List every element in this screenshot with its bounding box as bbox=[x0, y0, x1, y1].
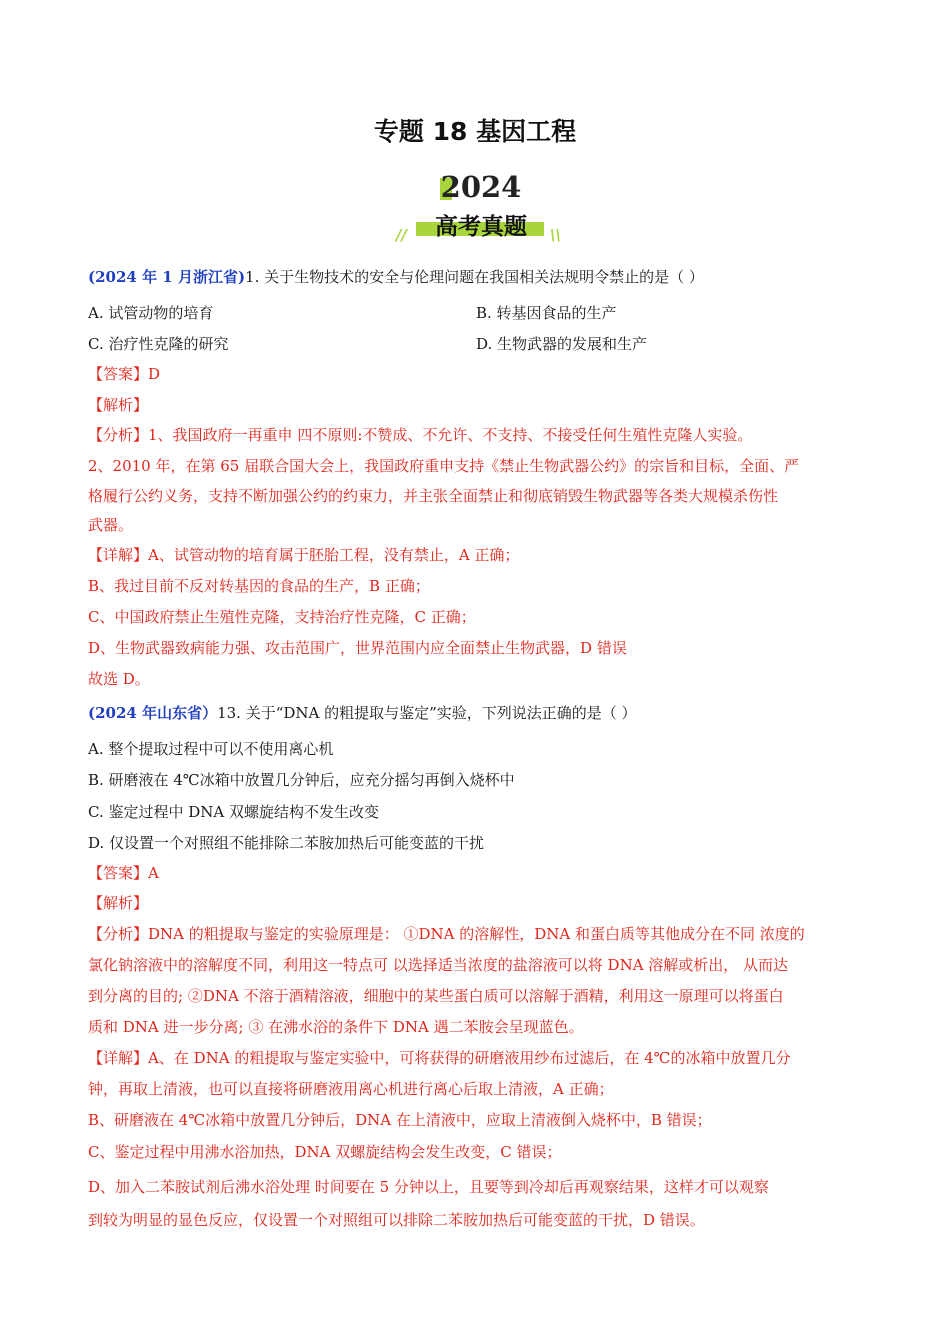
question-2-jiexi: 【解析】 bbox=[88, 894, 149, 912]
question-2-analysis-line-3: 到分离的目的; ②DNA 不溶于酒精溶液，细胞中的某些蛋白质可以溶解于酒精，利用这一原理可以将蛋白 bbox=[88, 987, 784, 1005]
question-1-option-a: A. 试管动物的培育 bbox=[88, 304, 214, 322]
question-1-option-c: C. 治疗性克隆的研究 bbox=[88, 335, 229, 353]
question-2-analysis-line-4: 质和 DNA 进一步分离; ③ 在沸水浴的条件下 DNA 遇二苯胺会呈现蓝色。 bbox=[88, 1018, 584, 1036]
badge-year: 2024 bbox=[440, 170, 522, 204]
question-1-detail-d: D、生物武器致病能力强、攻击范围广，世界范围内应全面禁止生物武器，D 错误 bbox=[88, 639, 627, 657]
question-2-heading bbox=[88, 704, 637, 722]
question-1-heading bbox=[88, 268, 704, 286]
badge-left-decoration: // bbox=[396, 226, 407, 244]
question-1-option-d: D. 生物武器的发展和生产 bbox=[476, 335, 648, 353]
question-1-detail-a: 【详解】A、试管动物的培育属于胚胎工程，没有禁止，A 正确； bbox=[88, 546, 520, 564]
question-1-detail-b: B、我过目前不反对转基因的食品的生产，B 正确； bbox=[88, 577, 430, 595]
question-2-option-a: A. 整个提取过程中可以不使用离心机 bbox=[88, 740, 334, 758]
question-2-detail-d-line-1: D、加入二苯胺试剂后沸水浴处理 时间要在 5 分钟以上，且要等到冷却后再观察结果，这样才可以观察 bbox=[88, 1178, 769, 1196]
badge-right-decoration: \\ bbox=[550, 226, 561, 244]
page-title: 专题 18 基因工程 bbox=[373, 117, 577, 146]
question-2-detail-a-line-2: 钟，再取上清液，也可以直接将研磨液用离心机进行离心后取上清液，A 正确； bbox=[88, 1080, 614, 1098]
question-1-conclusion: 故选 D。 bbox=[88, 670, 150, 688]
question-2-source: (2024 年山东省） bbox=[88, 704, 218, 722]
badge-label: 高考真题 bbox=[435, 214, 527, 240]
question-2-option-b: B. 研磨液在 4℃冰箱中放置几分钟后，应充分摇匀再倒入烧杯中 bbox=[88, 771, 515, 789]
question-1-detail-c: C、中国政府禁止生殖性克隆，支持治疗性克隆，C 正确； bbox=[88, 608, 476, 626]
question-2-answer: 【答案】A bbox=[88, 864, 159, 882]
question-2-detail-d-line-2: 到较为明显的显色反应，仅设置一个对照组可以排除二苯胺加热后可能变蓝的干扰，D 错误。 bbox=[88, 1211, 705, 1229]
question-1-jiexi: 【解析】 bbox=[88, 396, 149, 414]
question-2-analysis-line-2: 氯化钠溶液中的溶解度不同，利用这一特点可 以选择适当浓度的盐溶液可以将 DNA 溶解或析出， 从而达 bbox=[88, 956, 789, 974]
exam-badge bbox=[396, 168, 566, 248]
question-2-stem: 13. 关于“DNA 的粗提取与鉴定”实验，下列说法正确的是（ ） bbox=[217, 704, 637, 722]
question-1-analysis-2-line-2: 格履行公约义务，支持不断加强公约的约束力，并主张全面禁止和彻底销毁生物武器等各类大规模杀伤性 bbox=[88, 487, 779, 505]
question-1-option-b: B. 转基因食品的生产 bbox=[476, 304, 617, 322]
question-2-option-d: D. 仅设置一个对照组不能排除二苯胺加热后可能变蓝的干扰 bbox=[88, 834, 485, 852]
question-1-analysis-2-line-1: 2、2010 年，在第 65 届联合国大会上，我国政府重申支持《禁止生物武器公约》的宗旨和目标，全面、严 bbox=[88, 457, 800, 475]
question-2-detail-c: C、鉴定过程中用沸水浴加热，DNA 双螺旋结构会发生改变，C 错误； bbox=[88, 1143, 562, 1161]
question-1-analysis-2-line-3: 武器。 bbox=[88, 516, 134, 534]
question-2-option-c: C. 鉴定过程中 DNA 双螺旋结构不发生改变 bbox=[88, 803, 380, 821]
question-1-analysis: 【分析】1、我国政府一再重申 四不原则:不赞成、不允许、不支持、不接受任何生殖性克隆人实验。 bbox=[88, 426, 753, 444]
question-1-answer: 【答案】D bbox=[88, 365, 161, 383]
question-1-source: (2024 年 1 月浙江省) bbox=[88, 268, 246, 286]
question-2-detail-b: B、研磨液在 4℃冰箱中放置几分钟后，DNA 在上清液中，应取上清液倒入烧杯中，B 错误； bbox=[88, 1111, 712, 1129]
question-1-stem: 1. 关于生物技术的安全与伦理问题在我国相关法规明令禁止的是（ ） bbox=[245, 268, 704, 286]
question-2-detail-a-line-1: 【详解】A、在 DNA 的粗提取与鉴定实验中，可将获得的研磨液用纱布过滤后，在 4℃的冰箱中放置几分 bbox=[88, 1049, 791, 1067]
question-2-analysis-line-1: 【分析】DNA 的粗提取与鉴定的实验原理是： ①DNA 的溶解性，DNA 和蛋白质等其他成分在不同 浓度的 bbox=[88, 925, 805, 943]
